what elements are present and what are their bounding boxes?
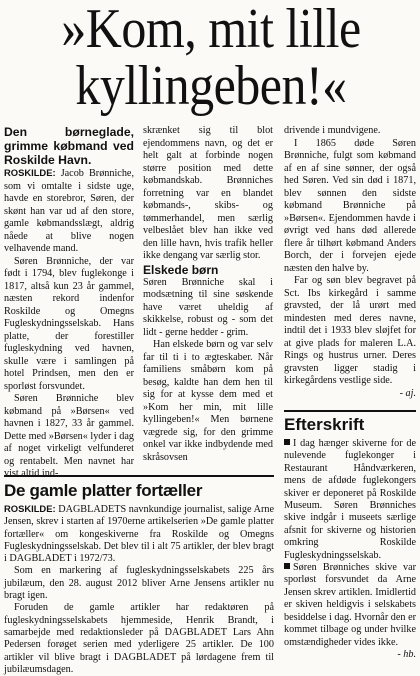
bullet-square-icon [284,563,290,569]
paragraph-text: Jacob Brønniche, som vi omtalte i sidste uge, havde en storebror, Søren, der skønt han var ud af den store, gamle købmandsslægt, aldrig nåede at blive nogen velhavende mand. [4,168,134,254]
article-paragraph: skrænket sig til blot ejendommens navn, og det er helt galt at forbinde nogen større position med dette købmandskab. Brønniches forretning var en blandet købmands-, skibs- og tømmerhandel, men særlig velbeslået blev han ikke ved den lille havn, hvis trafik heller ikke dengang var særlig stor. [143,125,273,261]
headline: »Kom, mit lille kyllingeben!« [61,0,361,117]
article-paragraph: drivende i mundvigene. [284,125,381,136]
lead-paragraph: Den børneglade, grimme købmand ved Roskilde Havn. [4,125,134,167]
article-paragraph: Søren Brønniche blev købmand på »Børsen« ved havnen i 1827, 33 år gammel. Dette med »Børsen« lyder i dag af noget virkeligt velfunderet og rentabelt. Men navnet har vist altid ind- [4,393,134,479]
efterskrift-title: Efterskrift [284,415,365,434]
article-paragraph: Søren Brønniche, der var født i 1794, blev fuglekonge i 1817, altså kun 23 år gammel, næsten rekord indenfor Roskilde og Omegns Fugleskydningsselskab. Hans platte, der forestiller fugleskydning ved havnen, skulle være i samlingen på hotel Prindsen, men den er sporløst forsvundet. [4,255,134,392]
info-box-paragraph: Som en markering af fugleskydningsselskabets 225 års jubilæum, den 28. august 2012 bliver Arne Jensens artikler nu bragt igen. [4,565,274,602]
efterskrift-box [284,410,416,661]
info-box [4,475,274,676]
bullet-square-icon [284,439,290,445]
efterskrift-paragraph [284,562,416,649]
article-paragraph: I 1865 døde Søren Brønniche, fulgt som købmand af en af sine sønner, der også hed Søren. Ved sin død i 1871, blev sønnen den sidste købmand Brønniche på »Børsen«. Ejendommen havde i øvrigt ved hans død allerede flere år tilhørt købmand Anders Borch, der i forvejen ejede næsten den halve by. [284,137,416,274]
paragraph-text: I dag hænger skiverne for de nulevende fuglekonger i Restaurant Håndværkeren, mens de afdøde fuglekongers skiver er deponeret på Roskilde Museum. Søren Brønniches skive indgår i museets særlige afsnit for skiverne og historien omkring Roskilde Fugleskydningsselskab. [284,438,416,561]
paragraph-text: Søren Brønniches skive var sporløst forsvundet da Arne Jensen skrev artiklen. Imidlertid er skiven heldigvis i selskabets besiddelse i dag. Hvornår den er kommet tilbage og under hvilke omstændigheder vides ikke. [284,562,416,648]
info-box-paragraph: Foruden de gamle artikler har redaktøren på fugleskydningsselskabets hjemmeside, Henrik Brandt, i samarbejde med redaktionsleder på DAGBLADET Lars Ahn Pedersen forøget serien med yderligere 25 artikler. De 100 artikler vil blive bragt i DAGBLADET på lørdagene frem til jubilæumsdagen. [4,602,274,675]
column-2 [143,125,273,464]
subheading: Elskede børn [143,262,219,277]
article-paragraph [4,167,134,256]
article-paragraph: Han elskede børn og var selv far til ti i to ægteskaber. Når familiens småbørn kom på besøg, kaldte han dem hen til sig for at kysse dem med et »Kom her min, mit lille kyllingeben!« Men børnene vægrede sig, for den grimme onkel var ikke indbydende med skråsovsen [143,339,273,463]
dateline: ROSKILDE: [4,167,56,178]
article-paragraph: Far og søn blev begravet på Sct. Ibs kirkegård i samme gravsted, der lå urørt med mindesten med deres navne, indtil det i 1933 blev sløjfet for at give plads for maleren L.A. Rings og hustrus urner. Deres gravsten ligger stadig i kirkegårdens vestlige side. [284,275,416,386]
author-signature: - aj. [399,387,416,399]
paragraph-text: DAGBLADETS navnkundige journalist, salige Arne Jensen, skrev i starten af 1970erne artikelserien »De gamle platter fortæller« om kongeskiverne fra Roskilde og Omegns Fugleskydningsselskab. Det blev til i alt 75 artikler, der blev bragt i DAGBLADET i 1972/73. [4,504,275,565]
info-box-paragraph [4,503,274,565]
author-signature: - hb. [397,648,416,660]
column-1 [4,125,134,481]
dateline: ROSKILDE: [4,503,56,514]
column-3 [284,125,416,400]
article-paragraph: Søren Brønniche skal i modsætning til sine søskende have været uheldig af skikkelse, robust og - som det lidt - gerne hedder - grim. [143,276,273,338]
info-box-title: De gamle platter fortæller [4,481,203,500]
efterskrift-paragraph [284,438,416,562]
